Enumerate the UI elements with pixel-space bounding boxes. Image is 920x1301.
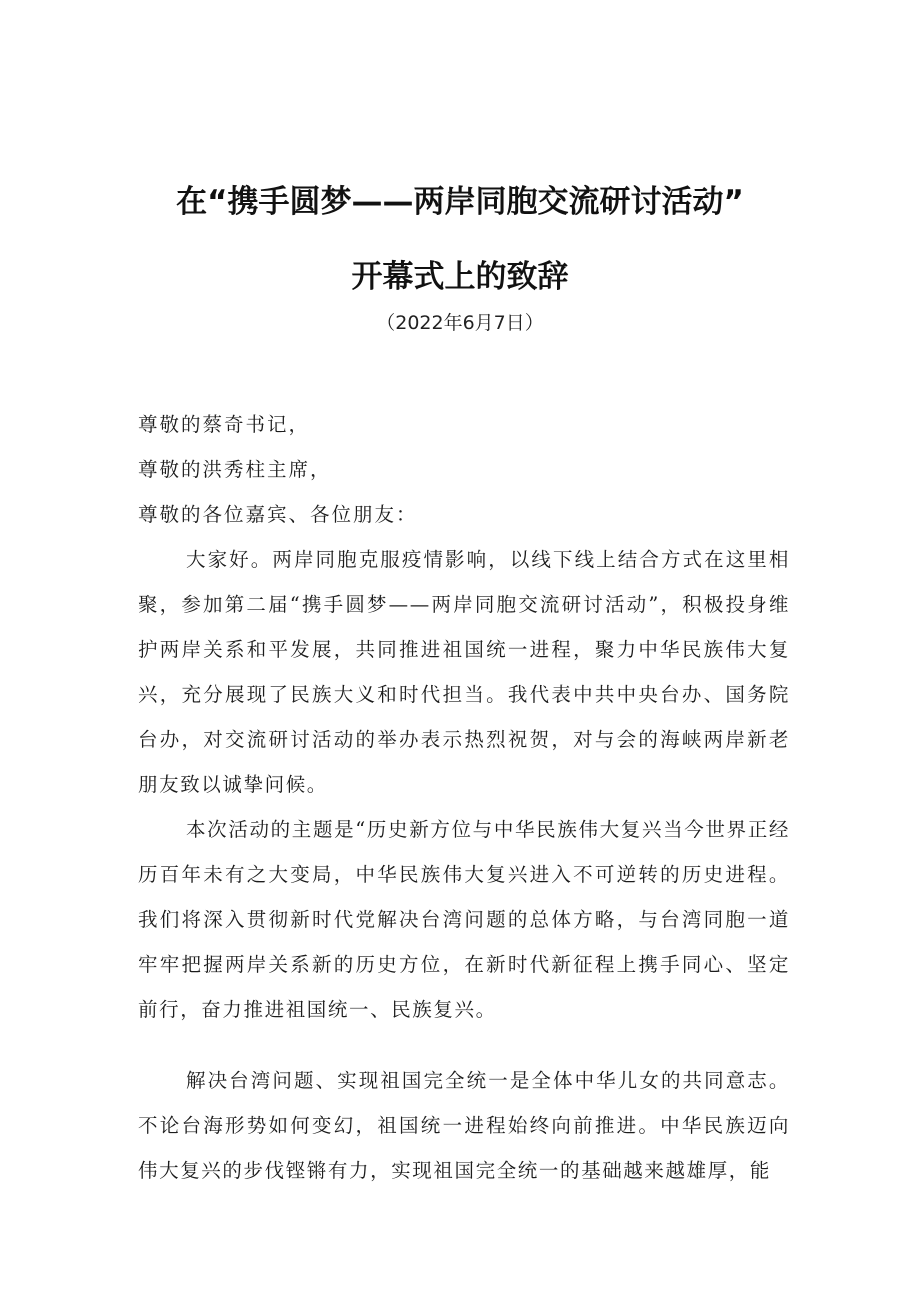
salutation-line: 尊敬的各位嘉宾、各位朋友： xyxy=(138,503,418,526)
paragraph: 解决台湾问题、实现祖国完全统一是全体中华儿女的共同意志。不论台海形势如何变幻，祖国统一进程始终向前推进。中华民族迈向伟大复兴的步伐铿锵有力，实现祖国完全统一的基础越来越雄厚，能 xyxy=(138,1069,790,1182)
speech-title-line-1: 在“携手圆梦——两岸同胞交流研讨活动” xyxy=(176,184,744,220)
salutation-line: 尊敬的蔡奇书记， xyxy=(138,413,311,436)
speech-date: （2022年6月7日） xyxy=(376,312,544,334)
speech-title-line-2: 开幕式上的致辞 xyxy=(351,259,569,295)
speech-body xyxy=(138,402,790,1193)
paragraph: 本次活动的主题是“历史新方位与中华民族伟大复兴当今世界正经历百年未有之大变局，中华民族伟大复兴进入不可逆转的历史进程。我们将深入贯彻新时代党解决台湾问题的总体方略，与台湾同胞一道牢牢把握两岸关系新的历史方位，在新时代新征程上携手同心、坚定前行，奋力推进祖国统一、民族复兴。 xyxy=(138,818,790,1021)
paragraph: 大家好。两岸同胞克服疫情影响，以线下线上结合方式在这里相聚，参加第二届“携手圆梦——两岸同胞交流研讨活动”，积极投身维护两岸关系和平发展，共同推进祖国统一进程，聚力中华民族伟大复兴，充分展现了民族大义和时代担当。我代表中共中央台办、国务院台办，对交流研讨活动的举办表示热烈祝贺，对与会的海峡两岸新老朋友致以诚挚问候。 xyxy=(138,548,790,796)
salutation-line: 尊敬的洪秀柱主席， xyxy=(138,458,332,481)
